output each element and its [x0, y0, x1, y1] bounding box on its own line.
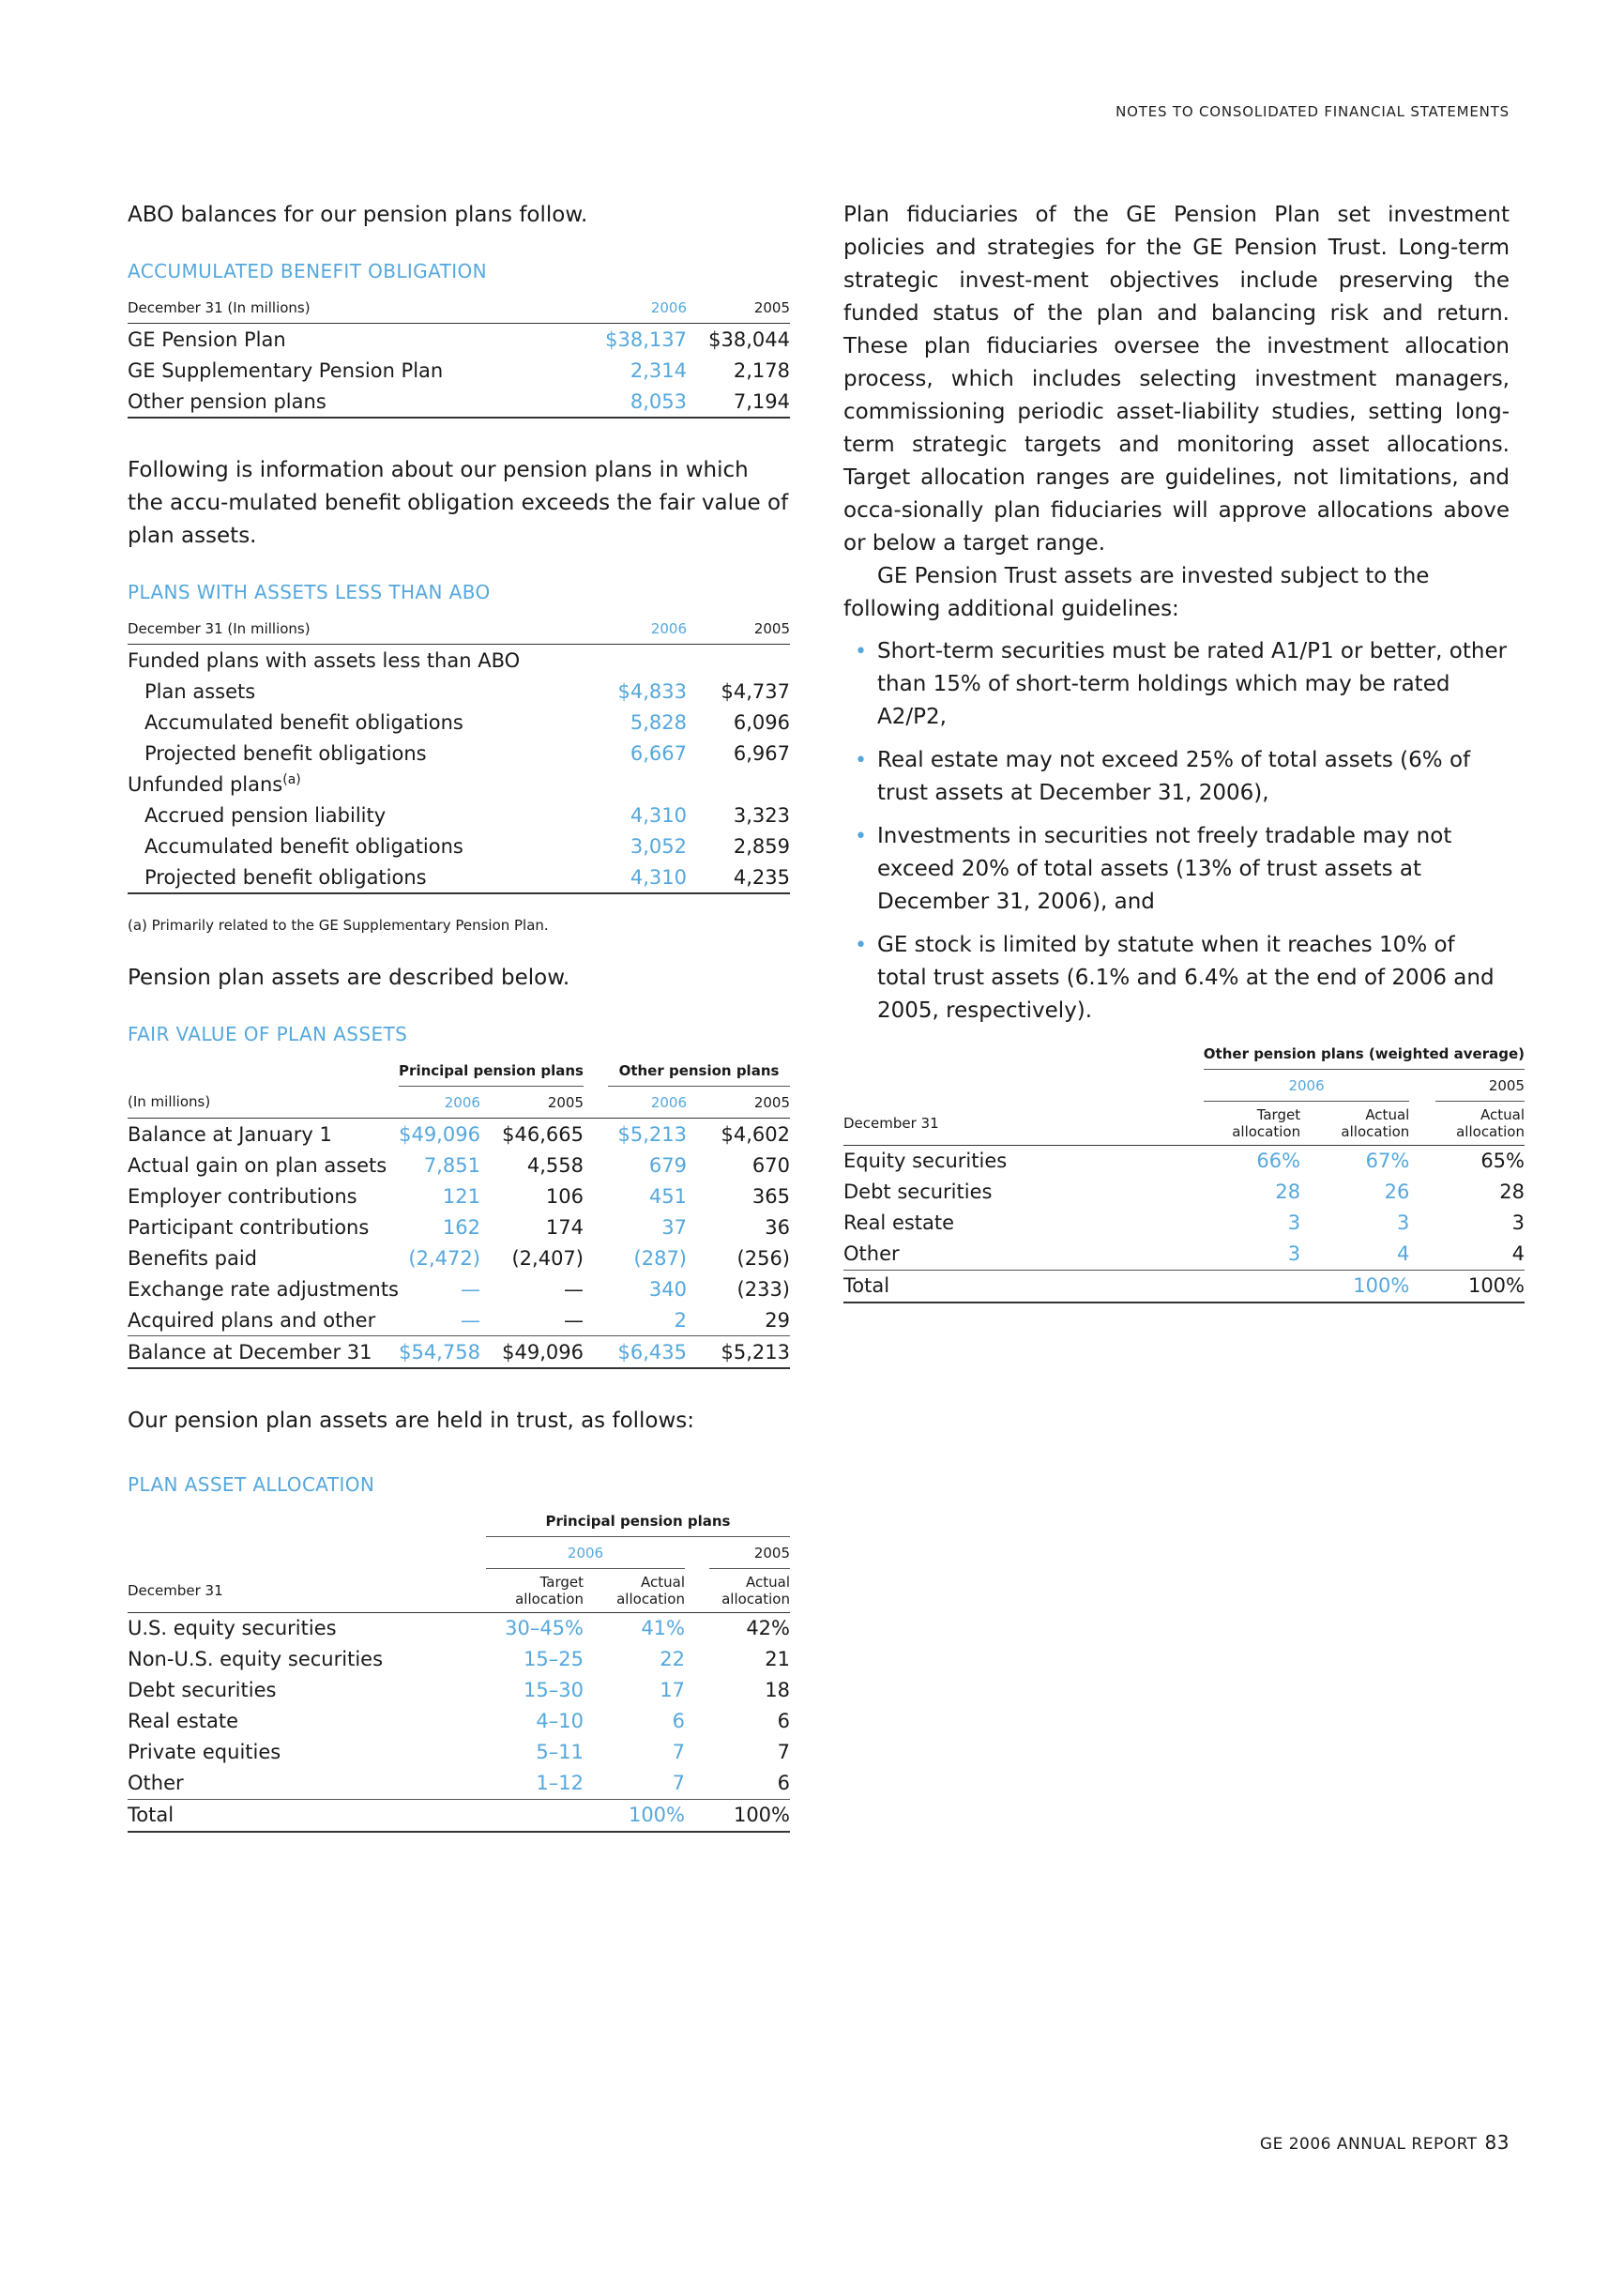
value: 3	[1396, 1211, 1410, 1234]
value: 28	[1275, 1181, 1301, 1203]
value: 7	[672, 1772, 685, 1794]
list-item-text: Investments in securities not freely tradable may not exceed 20% of total assets (13% of trust assets at December 31, 2006), and	[877, 824, 1452, 914]
value: 28	[1499, 1181, 1525, 1203]
value: 15–25	[524, 1648, 584, 1670]
principal-group-header: Principal pension plans	[399, 1055, 584, 1087]
row-label: GE Pension Plan	[128, 328, 286, 351]
value: 41%	[641, 1617, 685, 1639]
value-2006: 8,053	[584, 386, 687, 418]
total-row	[128, 1336, 790, 1369]
table-row	[128, 861, 790, 893]
value: $5,213	[617, 1122, 687, 1146]
value: 17	[660, 1679, 685, 1701]
row-label: U.S. equity securities	[128, 1617, 337, 1639]
value: $54,758	[399, 1336, 480, 1369]
row-label: Other pension plans	[128, 386, 584, 418]
value: 340	[648, 1277, 687, 1301]
value	[486, 1799, 584, 1832]
footnote-marker: (a)	[282, 772, 301, 787]
left-column	[128, 199, 790, 1833]
value-2005: 3,323	[733, 803, 790, 827]
value: 6	[672, 1710, 685, 1732]
value: 3	[1287, 1211, 1301, 1234]
page-number: 83	[1484, 2131, 1510, 2154]
table-row	[843, 1177, 1525, 1208]
total-row	[843, 1270, 1525, 1303]
trust-intro: Our pension plan assets are held in trust, as follows:	[128, 1409, 695, 1433]
right-column	[843, 199, 1525, 1303]
following-paragraph: Following is information about our pension plans in which the accu-mulated benefit obligation exceeds the fair value of plan assets.	[128, 458, 789, 548]
value: 65%	[1480, 1150, 1525, 1172]
list-item	[843, 635, 1510, 734]
value-2006: 5,828	[630, 710, 687, 734]
row-label: Accumulated benefit obligations	[144, 710, 463, 734]
value-2005: 2,178	[733, 358, 790, 382]
value: —	[460, 1277, 480, 1301]
row-label: GE Supplementary Pension Plan	[128, 358, 444, 382]
fair-value-table	[128, 1055, 790, 1369]
row-label: Exchange rate adjustments	[128, 1277, 399, 1301]
table-row	[128, 1612, 790, 1644]
value: (256)	[736, 1246, 790, 1270]
value: 22	[660, 1648, 685, 1670]
value: 6	[777, 1710, 790, 1732]
value: 42%	[746, 1617, 790, 1639]
row-label: Total	[128, 1799, 486, 1832]
row-label: Balance at January 1	[128, 1122, 332, 1146]
table-row	[128, 676, 790, 707]
abo-head-2006: 2006	[584, 292, 687, 324]
value: (287)	[633, 1246, 687, 1270]
report-title: GE 2006 ANNUAL REPORT	[1259, 2135, 1478, 2154]
table-row	[128, 1242, 790, 1273]
table-row	[128, 830, 790, 861]
row-label: Balance at December 31	[128, 1336, 399, 1369]
less-head-label: December 31 (In millions)	[128, 613, 584, 645]
value: 100%	[584, 1799, 685, 1832]
less-than-abo-table	[128, 613, 790, 894]
fair-head-2005: 2005	[480, 1087, 584, 1119]
value: 174	[545, 1215, 584, 1239]
alloc-group-header: Principal pension plans	[486, 1505, 790, 1537]
footnote: (a) Primarily related to the GE Supplementary Pension Plan.	[128, 917, 549, 934]
other-group-header: Other pension plans	[608, 1055, 790, 1087]
fair-head-2006: 2006	[399, 1087, 480, 1119]
value: $5,213	[687, 1336, 790, 1369]
value: (2,407)	[511, 1246, 584, 1270]
other-alloc-head-actual-2005: Actual allocation	[1435, 1102, 1525, 1146]
value-2005: 7,194	[687, 386, 790, 418]
assets-intro: Pension plan assets are described below.	[128, 966, 570, 990]
value: 2	[674, 1308, 687, 1332]
value: 100%	[709, 1799, 790, 1832]
unfunded-plans-label	[128, 769, 790, 800]
value-2005: 2,859	[733, 834, 790, 858]
less-head-2006: 2006	[584, 613, 687, 645]
fair-head-label: (In millions)	[128, 1087, 399, 1119]
list-item	[843, 820, 1510, 919]
value: 4–10	[536, 1710, 584, 1732]
value: 67%	[1365, 1150, 1410, 1172]
table-row	[128, 1181, 790, 1211]
alloc-head-target: Target allocation	[486, 1569, 584, 1613]
table-row	[128, 1644, 790, 1675]
value-2006: 4,310	[584, 861, 687, 893]
row-label: Projected benefit obligations	[144, 741, 427, 765]
value-2005: 6,967	[733, 741, 790, 765]
page-footer	[1260, 2131, 1510, 2154]
other-alloc-head-label: December 31	[843, 1102, 1204, 1146]
value: 26	[1384, 1181, 1410, 1203]
table-row	[128, 1273, 790, 1304]
row-label: Real estate	[843, 1211, 955, 1234]
other-alloc-group-header: Other pension plans (weighted average)	[1204, 1038, 1525, 1070]
value-2005: $4,737	[721, 679, 790, 703]
total-row	[128, 1799, 790, 1832]
list-item	[843, 929, 1510, 1028]
row-label: Benefits paid	[128, 1246, 257, 1270]
value: 5–11	[536, 1741, 584, 1763]
value: $49,096	[399, 1122, 480, 1146]
value: $4,602	[721, 1122, 790, 1146]
guidelines-list	[843, 635, 1510, 1028]
table-row	[128, 1768, 790, 1800]
value: 7,851	[423, 1153, 480, 1177]
other-alloc-head-actual-2006: Actual allocation	[1300, 1102, 1409, 1146]
guidelines-paragraph: GE Pension Trust assets are invested subject to the following additional guidelines:	[843, 564, 1430, 621]
value: 3	[1511, 1211, 1525, 1234]
bullet-icon: •	[855, 749, 867, 772]
value: 18	[765, 1679, 790, 1701]
value: 6	[777, 1772, 790, 1794]
value-2006: 2,314	[630, 358, 687, 382]
other-plans-allocation-table	[843, 1038, 1525, 1303]
fair-head-other-2005: 2005	[687, 1087, 790, 1119]
less-head-2005: 2005	[687, 613, 790, 645]
table-row	[128, 324, 790, 356]
table-row	[128, 738, 790, 769]
fair-head-other-2006: 2006	[608, 1087, 687, 1119]
value	[1204, 1270, 1300, 1303]
row-label: Debt securities	[128, 1679, 277, 1701]
row-label: Employer contributions	[128, 1184, 357, 1208]
bullet-icon: •	[855, 640, 867, 663]
value: 100%	[1300, 1270, 1409, 1303]
value: 4	[1511, 1242, 1525, 1265]
value: 100%	[1435, 1270, 1525, 1303]
table-row	[128, 800, 790, 830]
table-row	[128, 355, 790, 386]
value: 7	[777, 1741, 790, 1763]
row-label: Private equities	[128, 1741, 281, 1763]
value: $46,665	[502, 1122, 584, 1146]
row-label: Other	[843, 1242, 900, 1265]
value: 365	[751, 1184, 790, 1208]
value: $6,435	[608, 1336, 687, 1369]
other-alloc-year-2006: 2006	[1204, 1070, 1410, 1102]
abo-head-label: December 31 (In millions)	[128, 292, 584, 324]
row-label: Total	[843, 1270, 1204, 1303]
value-2006: 4,310	[630, 803, 687, 827]
table-row	[128, 1211, 790, 1242]
value: 29	[765, 1308, 790, 1332]
table-row	[128, 1737, 790, 1768]
row-label: Projected benefit obligations	[128, 861, 584, 893]
fair-value-title: FAIR VALUE OF PLAN ASSETS	[128, 1023, 408, 1045]
table-row	[128, 707, 790, 738]
value: 1–12	[536, 1772, 584, 1794]
plan-asset-allocation-table	[128, 1505, 790, 1833]
value: 66%	[1256, 1150, 1301, 1172]
value-2005: 6,096	[733, 710, 790, 734]
table-row	[128, 1675, 790, 1706]
bullet-icon: •	[855, 934, 867, 957]
abo-table	[128, 292, 790, 419]
value: 451	[648, 1184, 687, 1208]
value: —	[460, 1308, 480, 1332]
unfunded-label-text: Unfunded plans	[128, 773, 283, 796]
value: 3	[1287, 1242, 1301, 1265]
plan-asset-allocation-title: PLAN ASSET ALLOCATION	[128, 1473, 375, 1496]
other-alloc-year-2005: 2005	[1435, 1070, 1525, 1102]
alloc-head-actual-2005: Actual allocation	[709, 1569, 790, 1613]
row-label: Accrued pension liability	[144, 803, 387, 827]
value: 106	[545, 1184, 584, 1208]
value: (2,472)	[408, 1246, 480, 1270]
value-2006: 3,052	[630, 834, 687, 858]
table-row	[843, 1239, 1525, 1271]
alloc-head-actual-2006: Actual allocation	[584, 1569, 685, 1613]
value: 162	[442, 1215, 480, 1239]
row-label: Real estate	[128, 1710, 239, 1732]
value: 4	[1396, 1242, 1410, 1265]
row-label: Acquired plans and other	[128, 1308, 376, 1332]
table-row	[128, 1150, 790, 1181]
value: 30–45%	[505, 1617, 584, 1639]
row-label: Actual gain on plan assets	[128, 1153, 387, 1177]
other-alloc-head-target: Target allocation	[1204, 1102, 1300, 1146]
abo-head-2005: 2005	[687, 292, 790, 324]
row-label: Equity securities	[843, 1150, 1008, 1172]
running-header: NOTES TO CONSOLIDATED FINANCIAL STATEMENTS	[1116, 103, 1510, 120]
value-2005: $38,044	[708, 328, 790, 351]
row-label: Debt securities	[843, 1181, 993, 1203]
row-label: Non-U.S. equity securities	[128, 1648, 384, 1670]
funded-plans-label: Funded plans with assets less than ABO	[128, 648, 521, 672]
row-label: Accumulated benefit obligations	[144, 834, 463, 858]
value: $49,096	[480, 1336, 584, 1369]
alloc-year-2006: 2006	[486, 1537, 685, 1569]
value: 679	[648, 1153, 687, 1177]
abo-intro: ABO balances for our pension plans follow.	[128, 203, 588, 227]
value-2006: $4,833	[617, 679, 687, 703]
alloc-head-label: December 31	[128, 1569, 486, 1613]
list-item-text: Short-term securities must be rated A1/P1 or better, other than 15% of short-term holdings which may be rated A2/P2,	[877, 639, 1508, 729]
table-row	[128, 1304, 790, 1336]
value: (233)	[736, 1277, 790, 1301]
row-label: Other	[128, 1772, 184, 1794]
table-row	[843, 1145, 1525, 1177]
value: 121	[442, 1184, 480, 1208]
value-2006: $38,137	[605, 328, 687, 351]
row-label: Plan assets	[144, 679, 256, 703]
less-than-abo-title: PLANS WITH ASSETS LESS THAN ABO	[128, 581, 491, 603]
value: 36	[765, 1215, 790, 1239]
value: 670	[751, 1153, 790, 1177]
list-item-text: GE stock is limited by statute when it reaches 10% of total trust assets (6.1% and 6.4% at the end of 2006 and 2005, respectively).	[877, 933, 1495, 1023]
table-row	[843, 1208, 1525, 1239]
table-row	[128, 1706, 790, 1737]
value: 21	[765, 1648, 790, 1670]
value: 15–30	[524, 1679, 584, 1701]
value: —	[564, 1277, 584, 1301]
value: 37	[661, 1215, 687, 1239]
table-row	[128, 1119, 790, 1150]
abo-title: ACCUMULATED BENEFIT OBLIGATION	[128, 260, 488, 282]
value: —	[564, 1308, 584, 1332]
bullet-icon: •	[855, 825, 867, 848]
table-row	[128, 386, 790, 418]
value: 7	[672, 1741, 685, 1763]
value: 4,558	[526, 1153, 584, 1177]
list-item-text: Real estate may not exceed 25% of total assets (6% of trust assets at December 31, 2006),	[877, 748, 1471, 805]
value-2005: 4,235	[687, 861, 790, 893]
row-label: Participant contributions	[128, 1215, 370, 1239]
fiduciaries-paragraph: Plan fiduciaries of the GE Pension Plan set investment policies and strategies for the GE Pension Trust. Long-term strategic invest-ment objectives include preserving the funded status of the plan and balancing risk and return. These plan fiduciaries oversee the investment allocation process, which includes selecting investment managers, commissioning periodic asset-liability studies, setting long-term strategic targets and monitoring asset allocations. Target allocation ranges are guidelines, not limitations, and occa-sionally plan fiduciaries will approve allocations above or below a target range.	[843, 203, 1510, 556]
list-item	[843, 744, 1510, 810]
alloc-year-2005: 2005	[709, 1537, 790, 1569]
value-2006: 6,667	[630, 741, 687, 765]
